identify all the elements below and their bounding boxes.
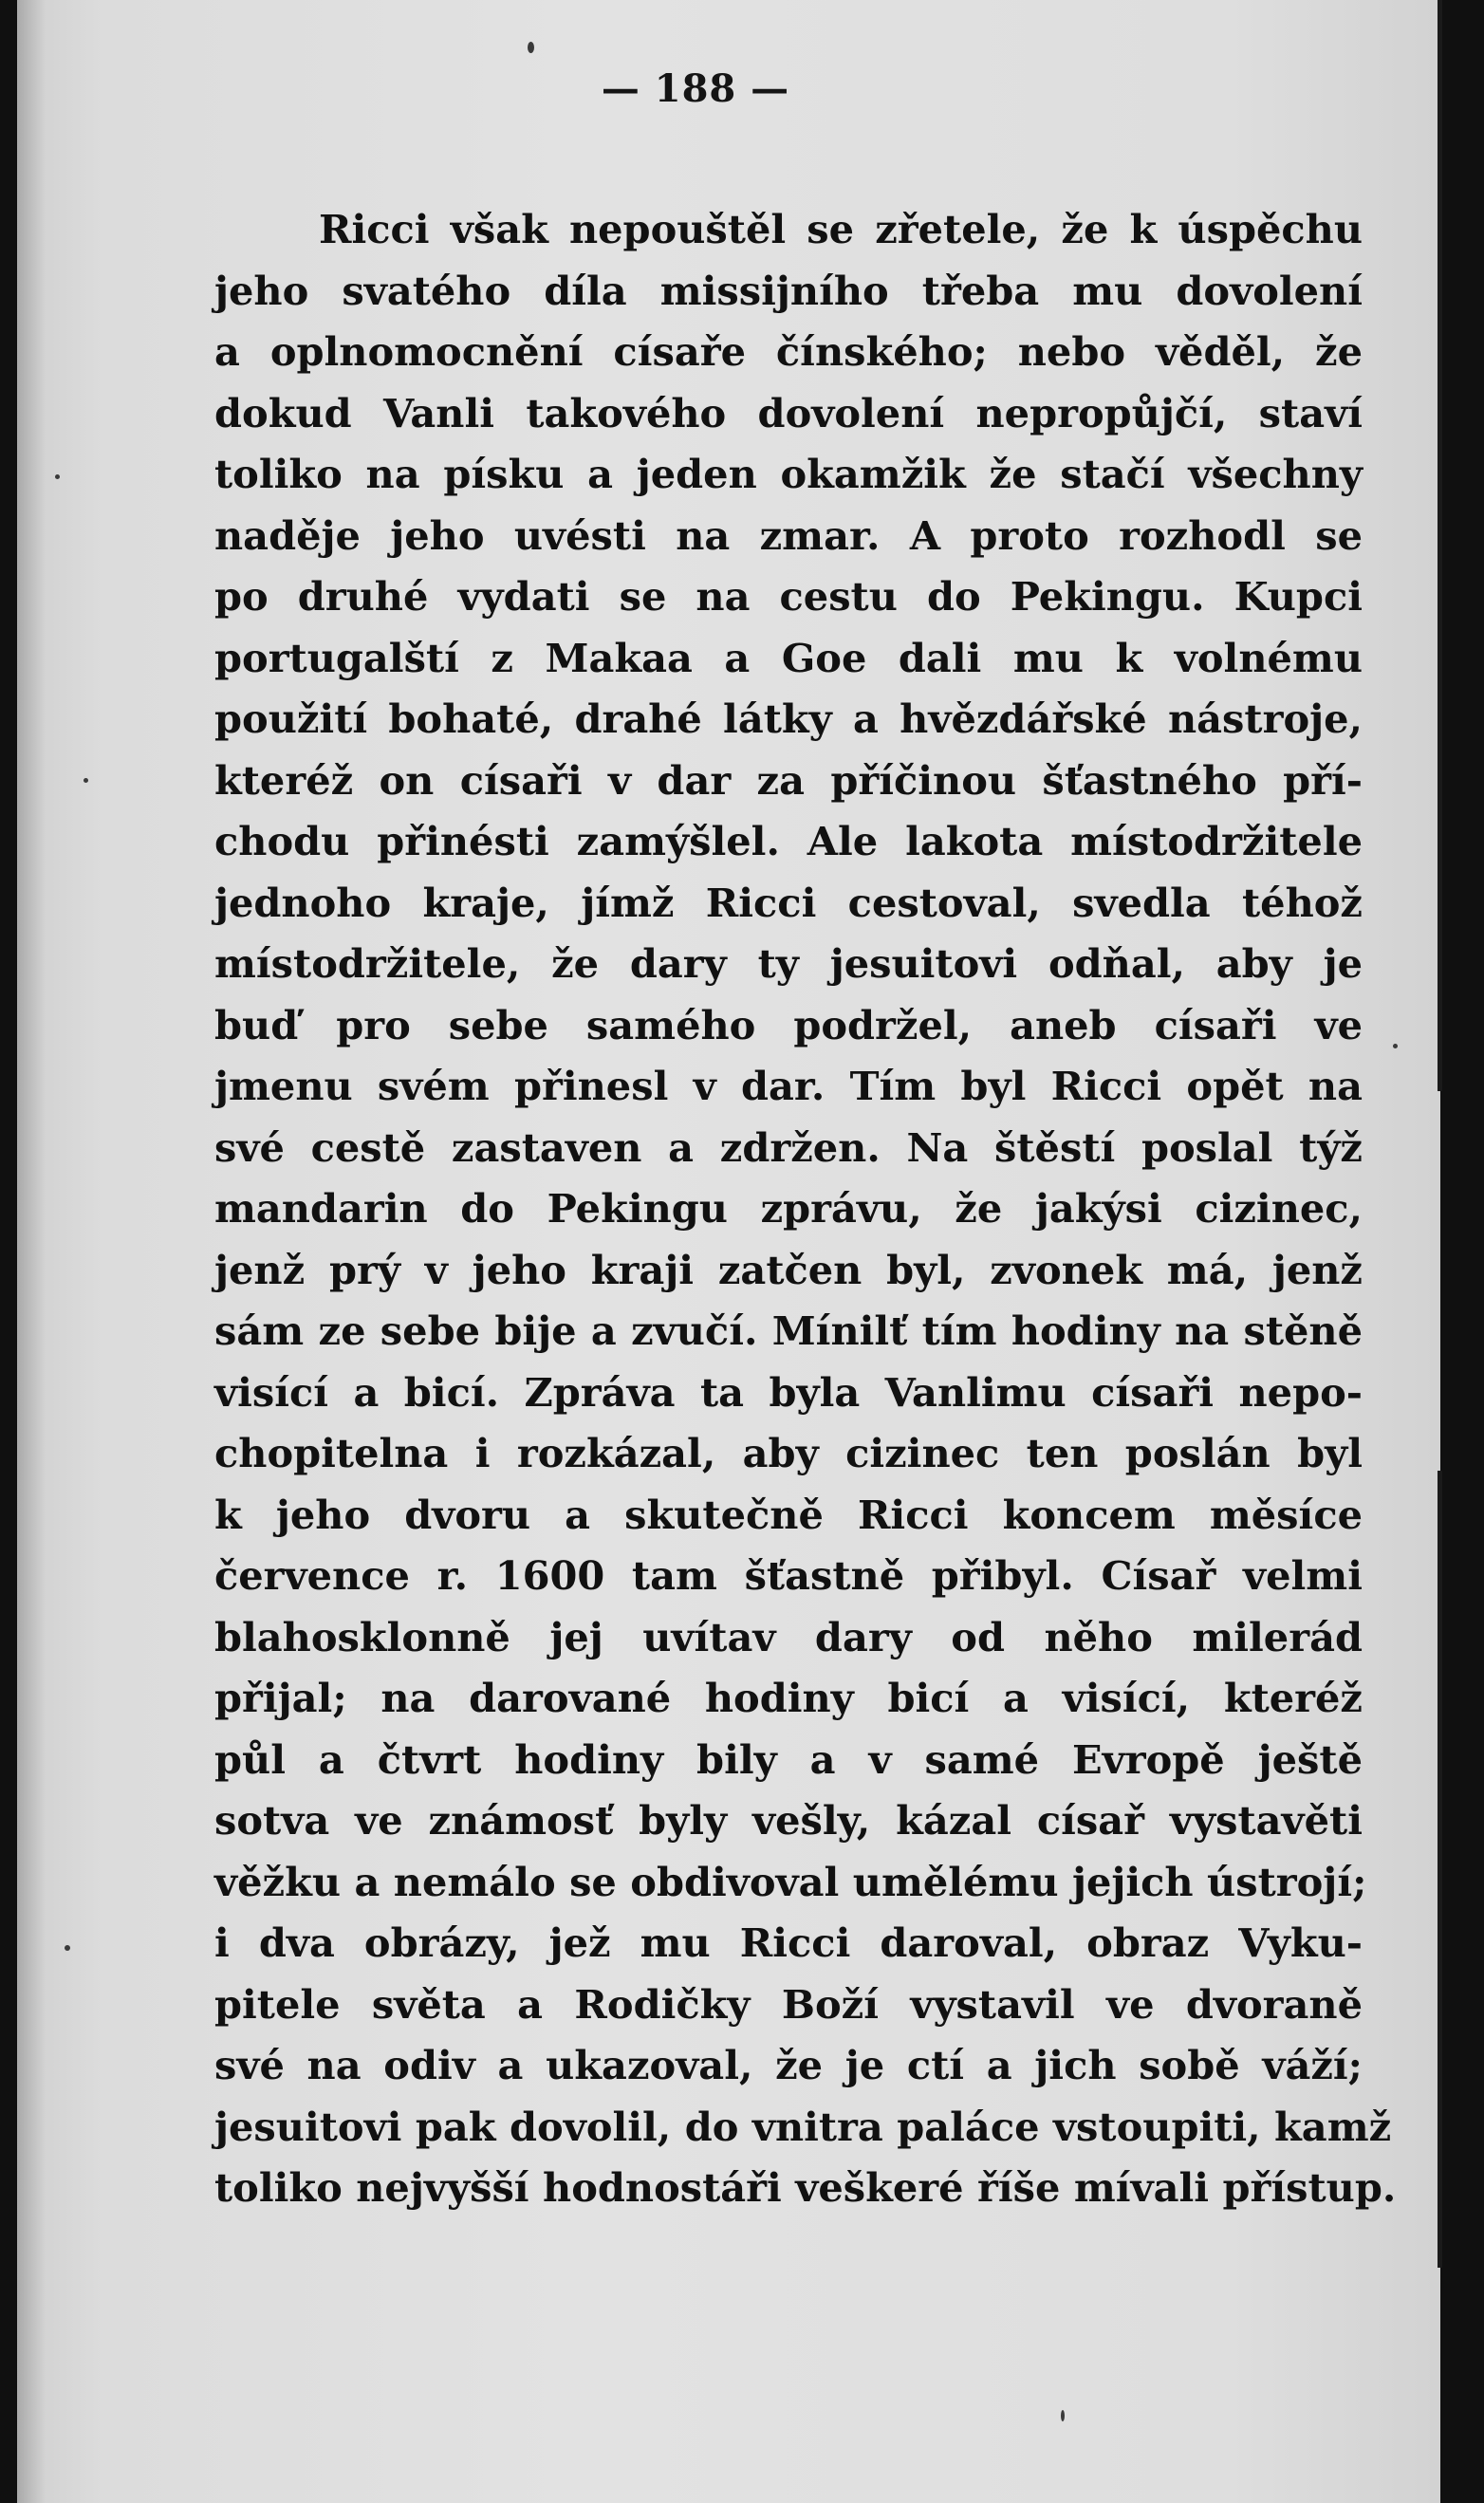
text-line: přijal; na darované hodiny bicí a visící, kteréž <box>214 1675 1363 1721</box>
text-line: sotva ve známosť byly vešly, kázal císař vystavěti <box>214 1797 1363 1844</box>
margin-rule-top <box>1438 0 1442 1091</box>
text-line: k jeho dvoru a skutečně Ricci koncem měsíce <box>214 1491 1363 1538</box>
text-line: toliko na písku a jeden okamžik že stačí všechny <box>214 451 1363 497</box>
ink-speck <box>1061 2410 1065 2421</box>
text-line: po druhé vydati se na cestu do Pekingu. Kupci <box>214 573 1363 620</box>
text-line: chopitelna i rozkázal, aby cizinec ten poslán byl <box>214 1430 1363 1476</box>
text-line: půl a čtvrt hodiny bily a v samé Evropě ještě <box>214 1735 1363 1783</box>
text-line: chodu přinésti zamýšlel. Ale lakota místodržitele <box>214 818 1363 864</box>
text-line: i dva obrázy, jež mu Ricci daroval, obraz Vyku- <box>214 1919 1363 1966</box>
text-line: místodržitele, že dary ty jesuitovi odňal, aby je <box>214 940 1363 987</box>
text-line: Ricci však nepouštěl se zřetele, že k úspěchu <box>319 206 1363 252</box>
ink-speck <box>1393 1044 1398 1048</box>
text-line: dokud Vanli takového dovolení nepropůjčí, staví <box>214 389 1363 436</box>
text-line: toliko nejvyšší hodnostáři veškeré říše mívali přístup. <box>214 2164 1397 2211</box>
text-line: kteréž on císaři v dar za příčinou šťastného pří- <box>214 756 1363 804</box>
ink-speck <box>83 778 88 783</box>
text-line: července r. 1600 tam šťastně přibyl. Císař velmi <box>214 1552 1363 1599</box>
text-line: své na odiv a ukazoval, že je ctí a jich sobě váží; <box>214 2042 1363 2088</box>
text-line: jmenu svém přinesl v dar. Tím byl Ricci opět na <box>214 1063 1363 1109</box>
page-edge-shadow <box>17 0 46 2503</box>
ink-speck <box>65 1945 70 1951</box>
text-line: mandarin do Pekingu zprávu, že jakýsi cizinec, <box>214 1185 1363 1232</box>
text-line: použití bohaté, drahé látky a hvězdářské nástroje, <box>214 695 1363 742</box>
text-line: jenž prý v jeho kraji zatčen byl, zvonek má, jenž <box>214 1246 1363 1293</box>
text-line: jesuitovi pak dovolil, do vnitra paláce vstoupiti, kamž <box>214 2103 1392 2150</box>
text-line: buď pro sebe samého podržel, aneb císaři ve <box>214 1001 1363 1048</box>
text-line: a oplnomocnění císaře čínského; nebo věděl, že <box>214 328 1363 375</box>
text-line: věžku a nemálo se obdivoval umělému jejich ústrojí; <box>214 1858 1367 1905</box>
body-text <box>214 199 1397 2219</box>
text-line: pitele světa a Rodičky Boží vystavil ve dvoraně <box>214 1980 1363 2028</box>
text-line: sám ze sebe bije a zvučí. Mínilť tím hodiny na stěně <box>214 1307 1363 1354</box>
text-line: jednoho kraje, jímž Ricci cestoval, svedla téhož <box>214 879 1363 926</box>
text-line: své cestě zastaven a zdržen. Na štěstí poslal týž <box>214 1123 1363 1171</box>
text-line: naděje jeho uvésti na zmar. A proto rozhodl se <box>214 511 1363 559</box>
ink-speck <box>55 474 60 479</box>
text-line: visící a bicí. Zpráva ta byla Vanlimu císaři nepo- <box>214 1368 1363 1416</box>
text-line: portugalští z Makaa a Goe dali mu k volnému <box>214 634 1363 681</box>
margin-rule-bottom <box>1438 1471 1442 2268</box>
scanned-page <box>17 0 1440 2503</box>
text-line: blahosklonně jej uvítav dary od něho milerád <box>214 1613 1363 1660</box>
page-number: — 188 — <box>601 66 790 111</box>
text-line: jeho svatého díla missijního třeba mu dovolení <box>214 267 1363 314</box>
ink-speck <box>528 42 534 53</box>
